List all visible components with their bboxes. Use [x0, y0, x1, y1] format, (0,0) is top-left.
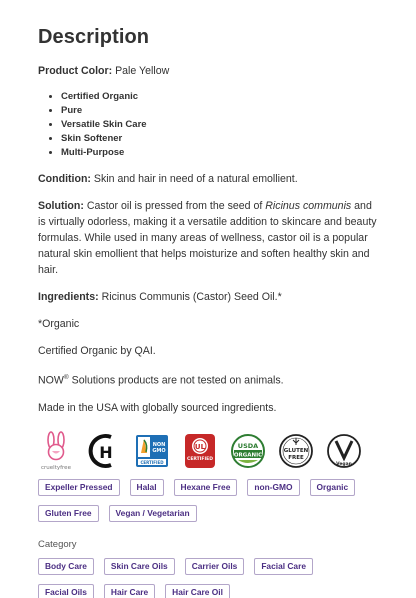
list-item: • Pure [61, 104, 416, 118]
svg-text:UL: UL [194, 442, 206, 451]
tag-organic[interactable]: Organic [310, 479, 356, 496]
svg-text:crueltyfree: crueltyfree [41, 464, 71, 471]
svg-text:NON: NON [152, 441, 166, 448]
svg-text:CERTIFIED: CERTIFIED [187, 456, 213, 462]
ingredients-text: Ingredients: Ricinus Communis (Castor) Seed Oil.* [38, 291, 282, 303]
svg-text:ORGANIC: ORGANIC [233, 452, 263, 459]
gluten-free-icon [278, 433, 314, 469]
tag-hexane-free[interactable]: Hexane Free [174, 479, 238, 496]
certification-icons [38, 431, 416, 471]
solution-text: Solution: Castor oil is pressed from the seed of Ricinus communis and is virtually odorless, making it a versatile addition to skincare and beauty formulas. While used in many areas of wellness, castor oil is a popular natural skin emollient that helps moisturize and soften healthy skin and hair. [38, 200, 377, 276]
page-title: Description [38, 26, 150, 48]
list-item: • Multi-Purpose [61, 146, 416, 160]
product-color: Product Color: Pale Yellow [38, 65, 170, 77]
cruelty-free-icon [38, 433, 74, 469]
ul-certified-icon [182, 433, 218, 469]
category-skin-care-oils[interactable]: Skin Care Oils [104, 558, 175, 575]
tag-halal[interactable]: Halal [130, 479, 164, 496]
svg-text:GMO: GMO [152, 447, 166, 454]
usda-organic-icon [230, 433, 266, 469]
svg-text:CERTIFIED: CERTIFIED [140, 459, 164, 465]
list-item: • Certified Organic [61, 90, 416, 104]
made-in-text: Made in the USA with globally sourced ingredients. [38, 401, 277, 414]
animal-testing-note: NOW® Solutions products are not tested on animals. [38, 374, 284, 387]
svg-text:USDA: USDA [237, 441, 259, 450]
category-facial-oils[interactable]: Facial Oils [38, 584, 94, 598]
list-item: • Skin Softener [61, 132, 416, 146]
tag-gluten-free[interactable]: Gluten Free [38, 505, 99, 522]
organic-note: *Organic [38, 318, 80, 330]
tag-non-gmo[interactable]: non-GMO [247, 479, 299, 496]
svg-text:H: H [99, 442, 113, 462]
category-label: Category [38, 538, 77, 550]
category-facial-care[interactable]: Facial Care [254, 558, 313, 575]
feature-list [61, 90, 416, 160]
condition-text: Condition: Skin and hair in need of a natural emollient. [38, 173, 298, 185]
svg-text:Vegan: Vegan [336, 461, 352, 467]
category-hair-care[interactable]: Hair Care [104, 584, 155, 598]
svg-text:FREE: FREE [288, 454, 304, 461]
svg-text:GLUTEN: GLUTEN [283, 447, 309, 454]
certified-by: Certified Organic by QAI. [38, 345, 156, 357]
category-carrier-oils[interactable]: Carrier Oils [185, 558, 245, 575]
non-gmo-icon [134, 433, 170, 469]
tag-expeller-pressed[interactable]: Expeller Pressed [38, 479, 120, 496]
category-tags [38, 558, 388, 598]
attribute-tags [38, 479, 388, 531]
category-body-care[interactable]: Body Care [38, 558, 94, 575]
list-item: • Versatile Skin Care [61, 118, 416, 132]
tag-vegan-vegetarian[interactable]: Vegan / Vegetarian [109, 505, 197, 522]
vegan-icon [326, 433, 362, 469]
category-hair-care-oil[interactable]: Hair Care Oil [165, 584, 230, 598]
halal-icon [86, 433, 122, 469]
